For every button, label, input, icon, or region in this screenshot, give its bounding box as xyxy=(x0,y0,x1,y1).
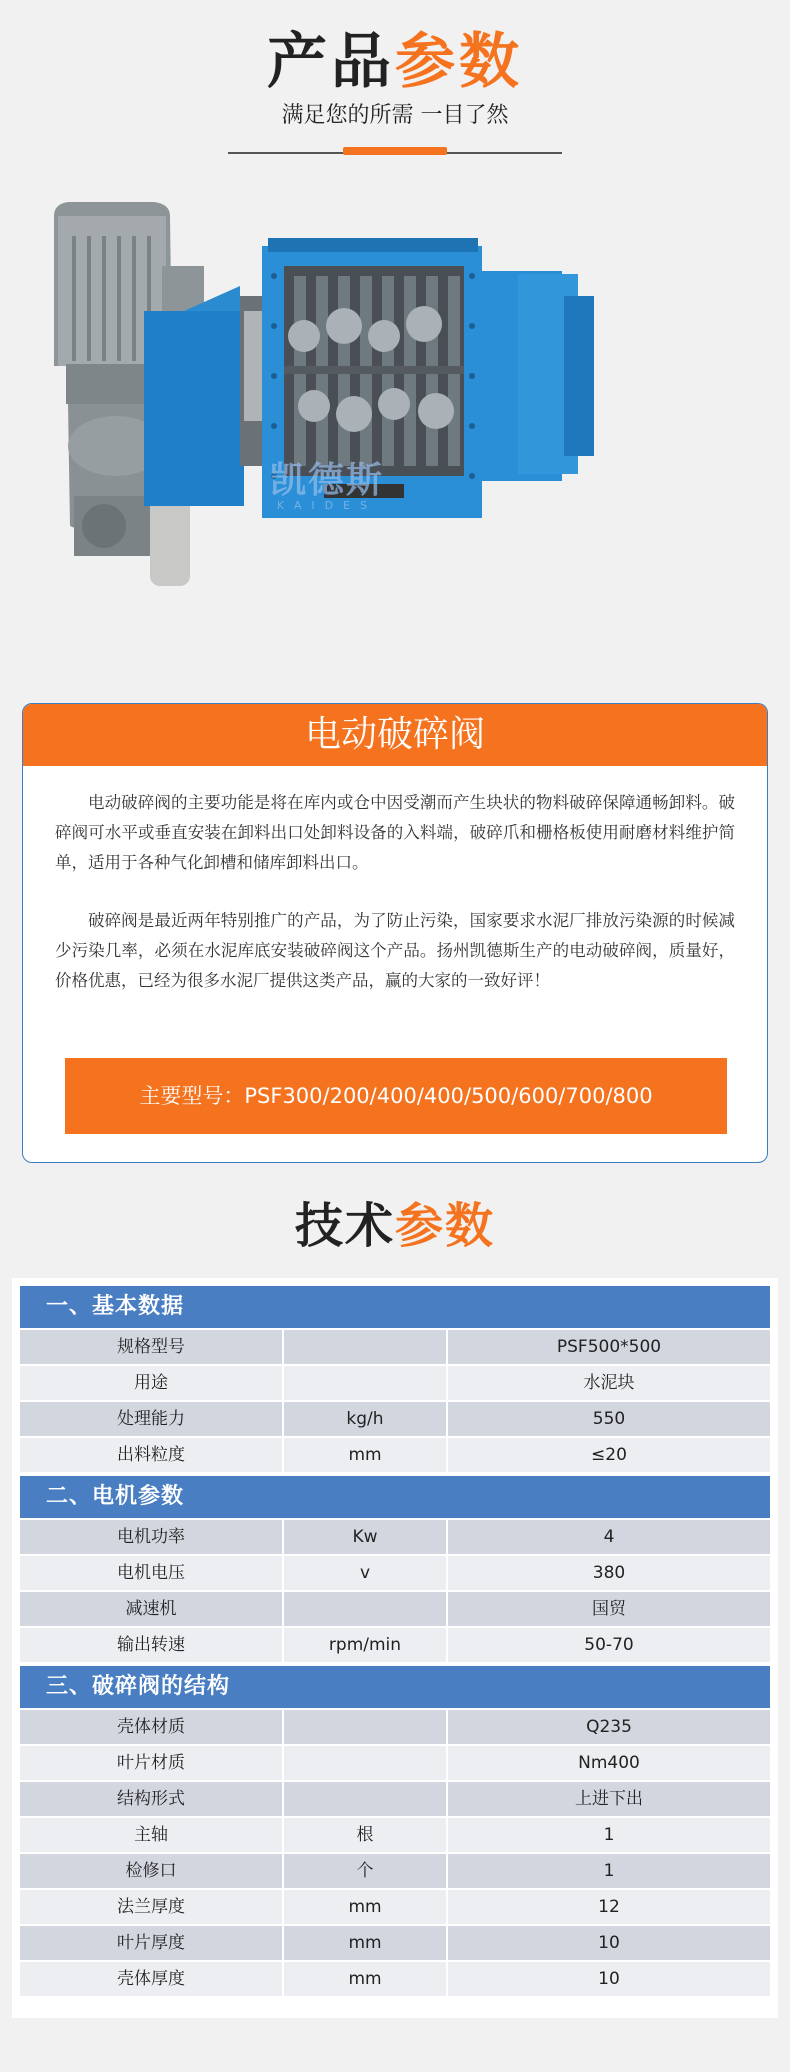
section-header: 二、电机参数 xyxy=(20,1476,770,1518)
param-value: PSF500*500 xyxy=(556,1337,662,1357)
watermark-main: 凯德斯 xyxy=(269,460,384,501)
param-name: 处理能力 xyxy=(20,1402,284,1436)
page-title-accent: 参数 xyxy=(395,27,523,97)
param-name: 输出转速 xyxy=(20,1628,284,1662)
param-name: 壳体厚度 xyxy=(20,1962,284,1996)
param-value: Nm400 xyxy=(578,1753,640,1773)
param-name: 减速机 xyxy=(20,1592,284,1626)
param-unit: mm xyxy=(284,1438,448,1472)
param-unit: 个 xyxy=(284,1854,448,1888)
table-row xyxy=(20,1890,770,1924)
hero-section xyxy=(0,0,790,690)
title-divider-accent xyxy=(343,147,447,155)
param-value: 550 xyxy=(592,1409,626,1429)
param-unit xyxy=(284,1592,448,1626)
description-paragraph: 电动破碎阀的主要功能是将在库内或仓中因受潮而产生块状的物料破碎保障通畅卸料。破碎阀可水平或垂直安装在卸料出口处卸料设备的入料端，破碎爪和栅格板使用耐磨材料维护简单，适用于各种气化卸槽和储库卸料出口。 xyxy=(55,793,735,872)
table-row xyxy=(20,1710,770,1744)
param-name: 壳体材质 xyxy=(20,1710,284,1744)
param-name: 主轴 xyxy=(20,1818,284,1852)
param-value: 1 xyxy=(603,1825,615,1845)
table-row xyxy=(20,1402,770,1436)
table-row xyxy=(20,1520,770,1554)
section-header: 三、破碎阀的结构 xyxy=(20,1666,770,1708)
tech-title xyxy=(0,1196,790,1256)
param-name: 叶片厚度 xyxy=(20,1926,284,1960)
table-row xyxy=(20,1366,770,1400)
watermark-sub: KAIDES xyxy=(276,499,378,512)
param-unit xyxy=(284,1746,448,1780)
param-value: 4 xyxy=(603,1527,615,1547)
param-unit xyxy=(284,1366,448,1400)
table-row xyxy=(20,1592,770,1626)
param-value: 50-70 xyxy=(584,1635,634,1655)
product-description xyxy=(23,766,767,996)
product-image xyxy=(44,196,746,626)
param-unit: Kw xyxy=(284,1520,448,1554)
param-name: 电机功率 xyxy=(20,1520,284,1554)
table-row xyxy=(20,1628,770,1662)
table-row xyxy=(20,1330,770,1364)
tech-title-dark: 技术 xyxy=(294,1198,395,1254)
table-row xyxy=(20,1438,770,1472)
table-row xyxy=(20,1818,770,1852)
param-value: 380 xyxy=(592,1563,626,1583)
param-name: 出料粒度 xyxy=(20,1438,284,1472)
param-unit xyxy=(284,1330,448,1364)
param-name: 结构形式 xyxy=(20,1782,284,1816)
table-row xyxy=(20,1746,770,1780)
page-title xyxy=(0,22,790,102)
param-unit xyxy=(284,1782,448,1816)
param-value: 上进下出 xyxy=(575,1789,643,1809)
param-name: 电机电压 xyxy=(20,1556,284,1590)
param-unit xyxy=(284,1710,448,1744)
page-subtitle: 满足您的所需 一目了然 xyxy=(281,103,509,128)
table-row xyxy=(20,1926,770,1960)
param-value: 12 xyxy=(598,1897,620,1917)
brand-watermark xyxy=(262,452,392,512)
param-unit: mm xyxy=(284,1890,448,1924)
param-unit: v xyxy=(284,1556,448,1590)
param-unit: mm xyxy=(284,1962,448,1996)
param-unit: 根 xyxy=(284,1818,448,1852)
param-value: Q235 xyxy=(586,1717,632,1737)
param-name: 检修口 xyxy=(20,1854,284,1888)
param-value: 10 xyxy=(598,1969,620,1989)
param-value: 国贸 xyxy=(592,1599,626,1619)
param-unit: rpm/min xyxy=(284,1628,448,1662)
param-name: 规格型号 xyxy=(20,1330,284,1364)
param-unit: mm xyxy=(284,1926,448,1960)
table-row xyxy=(20,1782,770,1816)
description-paragraph: 破碎阀是最近两年特别推广的产品，为了防止污染，国家要求水泥厂排放污染源的时候减少污染几率，必须在水泥库底安装破碎阀这个产品。扬州凯德斯生产的电动破碎阀，质量好，价格优惠，已经为很多水泥厂提供这类产品，赢的大家的一致好评！ xyxy=(55,911,735,990)
spec-table xyxy=(12,1278,778,2018)
param-value: 10 xyxy=(598,1933,620,1953)
page-title-dark: 产品 xyxy=(267,27,395,97)
tech-title-accent: 参数 xyxy=(395,1198,496,1254)
table-row xyxy=(20,1962,770,1996)
param-value: 水泥块 xyxy=(583,1373,635,1393)
product-card xyxy=(22,703,768,1163)
section-header: 一、基本数据 xyxy=(20,1286,770,1328)
product-name: 电动破碎阀 xyxy=(23,704,767,766)
param-unit: kg/h xyxy=(284,1402,448,1436)
model-list-banner: 主要型号：PSF300/200/400/400/500/600/700/800 xyxy=(65,1058,727,1134)
param-name: 法兰厚度 xyxy=(20,1890,284,1924)
param-name: 用途 xyxy=(20,1366,284,1400)
param-name: 叶片材质 xyxy=(20,1746,284,1780)
param-value: 1 xyxy=(603,1861,615,1881)
table-row xyxy=(20,1854,770,1888)
param-value: ≤20 xyxy=(591,1445,627,1465)
table-row xyxy=(20,1556,770,1590)
